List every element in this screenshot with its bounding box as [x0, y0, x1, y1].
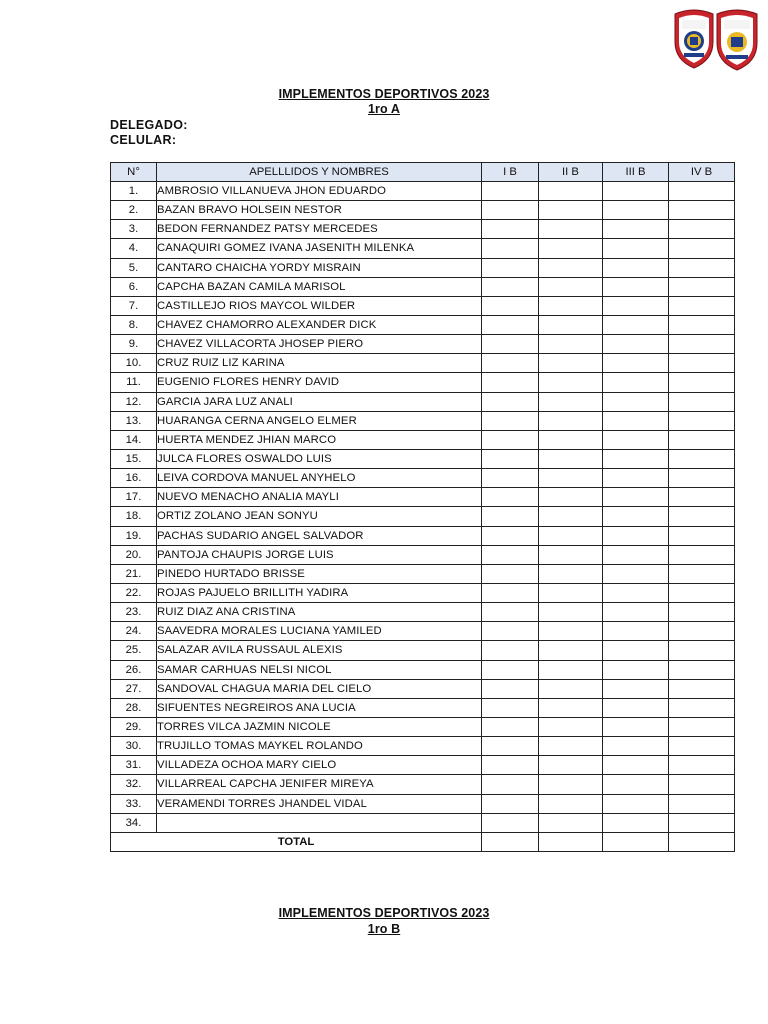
cell-iiib [603, 717, 669, 736]
row-number: 33. [111, 794, 157, 813]
row-number: 15. [111, 449, 157, 468]
table-row [111, 354, 735, 373]
cell-ivb [669, 679, 735, 698]
cell-ivb [669, 430, 735, 449]
cell-iib [539, 335, 603, 354]
table-row [111, 335, 735, 354]
student-name: VERAMENDI TORRES JHANDEL VIDAL [157, 794, 482, 813]
row-number: 8. [111, 315, 157, 334]
cell-iib [539, 737, 603, 756]
row-number: 16. [111, 469, 157, 488]
cell-ivb [669, 354, 735, 373]
cell-iib [539, 411, 603, 430]
cell-ivb [669, 717, 735, 736]
table-row [111, 564, 735, 583]
cell-ib [482, 296, 539, 315]
student-name: CANTARO CHAICHA YORDY MISRAIN [157, 258, 482, 277]
total-row [111, 832, 735, 851]
student-name: EUGENIO FLORES HENRY DAVID [157, 373, 482, 392]
cell-ivb [669, 622, 735, 641]
cell-iiib [603, 660, 669, 679]
cell-ib [482, 239, 539, 258]
table-row [111, 258, 735, 277]
cell-ivb [669, 603, 735, 622]
cell-iib [539, 698, 603, 717]
row-number: 31. [111, 756, 157, 775]
section-a-title: IMPLEMENTOS DEPORTIVOS 2023 [278, 87, 490, 101]
cell-ivb [669, 794, 735, 813]
cell-ivb [669, 813, 735, 832]
cell-iiib [603, 488, 669, 507]
cell-ivb [669, 469, 735, 488]
student-name: CHAVEZ VILLACORTA JHOSEP PIERO [157, 335, 482, 354]
total-cell-iib [539, 832, 603, 851]
cell-iib [539, 813, 603, 832]
cell-ib [482, 392, 539, 411]
cell-ib [482, 277, 539, 296]
col-header: II B [539, 163, 603, 182]
cell-iiib [603, 258, 669, 277]
cell-iib [539, 296, 603, 315]
table-row [111, 373, 735, 392]
cell-iib [539, 239, 603, 258]
cell-ib [482, 794, 539, 813]
table-row [111, 507, 735, 526]
table-header-row [111, 163, 735, 182]
student-name: SAAVEDRA MORALES LUCIANA YAMILED [157, 622, 482, 641]
cell-iiib [603, 296, 669, 315]
cell-iiib [603, 756, 669, 775]
section-a-class: 1ro A [368, 102, 400, 116]
row-number: 1. [111, 182, 157, 201]
cell-iib [539, 430, 603, 449]
cell-iiib [603, 469, 669, 488]
cell-iiib [603, 603, 669, 622]
total-cell-iiib [603, 832, 669, 851]
cell-ib [482, 622, 539, 641]
table-row [111, 488, 735, 507]
row-number: 7. [111, 296, 157, 315]
cell-ib [482, 660, 539, 679]
cell-ib [482, 641, 539, 660]
cell-ib [482, 603, 539, 622]
cell-ivb [669, 698, 735, 717]
student-name: HUERTA MENDEZ JHIAN MARCO [157, 430, 482, 449]
col-header: N° [111, 163, 157, 182]
cell-ivb [669, 756, 735, 775]
cell-ib [482, 507, 539, 526]
student-name: VILLADEZA OCHOA MARY CIELO [157, 756, 482, 775]
cell-ib [482, 354, 539, 373]
student-name: RUIZ DIAZ ANA CRISTINA [157, 603, 482, 622]
cell-ib [482, 430, 539, 449]
row-number: 2. [111, 201, 157, 220]
col-header: APELLLIDOS Y NOMBRES [157, 163, 482, 182]
cell-ib [482, 717, 539, 736]
cell-iiib [603, 813, 669, 832]
table-row [111, 239, 735, 258]
cell-iib [539, 373, 603, 392]
school-logos [670, 8, 762, 74]
cell-iiib [603, 354, 669, 373]
cell-ib [482, 564, 539, 583]
cell-ib [482, 698, 539, 717]
student-name: SALAZAR AVILA RUSSAUL ALEXIS [157, 641, 482, 660]
student-name: CANAQUIRI GOMEZ IVANA JASENITH MILENKA [157, 239, 482, 258]
student-name: BEDON FERNANDEZ PATSY MERCEDES [157, 220, 482, 239]
table-row [111, 737, 735, 756]
cell-ivb [669, 641, 735, 660]
cell-ivb [669, 182, 735, 201]
cell-iib [539, 545, 603, 564]
total-cell-ib [482, 832, 539, 851]
cell-iiib [603, 794, 669, 813]
cell-ivb [669, 296, 735, 315]
row-number: 9. [111, 335, 157, 354]
cell-ivb [669, 220, 735, 239]
cell-ib [482, 679, 539, 698]
cell-ivb [669, 315, 735, 334]
cell-ivb [669, 201, 735, 220]
cell-ivb [669, 526, 735, 545]
cell-ivb [669, 660, 735, 679]
row-number: 22. [111, 583, 157, 602]
cell-ivb [669, 737, 735, 756]
cell-iib [539, 392, 603, 411]
cell-ib [482, 315, 539, 334]
cell-iib [539, 354, 603, 373]
cell-iiib [603, 737, 669, 756]
cell-iib [539, 756, 603, 775]
cell-iiib [603, 641, 669, 660]
delegado-label: DELEGADO: [110, 118, 188, 132]
table-row [111, 698, 735, 717]
cell-ib [482, 526, 539, 545]
row-number: 11. [111, 373, 157, 392]
total-label: TOTAL [111, 832, 482, 851]
cell-iib [539, 507, 603, 526]
cell-iib [539, 564, 603, 583]
cell-iiib [603, 315, 669, 334]
cell-iiib [603, 545, 669, 564]
student-name: NUEVO MENACHO ANALIA MAYLI [157, 488, 482, 507]
table-row [111, 756, 735, 775]
cell-iib [539, 775, 603, 794]
cell-ib [482, 201, 539, 220]
cell-iiib [603, 526, 669, 545]
row-number: 32. [111, 775, 157, 794]
roster-table [110, 162, 735, 852]
cell-iiib [603, 335, 669, 354]
cell-iib [539, 449, 603, 468]
table-row [111, 411, 735, 430]
cell-iib [539, 622, 603, 641]
student-name: VILLARREAL CAPCHA JENIFER MIREYA [157, 775, 482, 794]
cell-iib [539, 717, 603, 736]
cell-iiib [603, 622, 669, 641]
student-name: ROJAS PAJUELO BRILLITH YADIRA [157, 583, 482, 602]
row-number: 34. [111, 813, 157, 832]
table-row [111, 201, 735, 220]
student-name: SIFUENTES NEGREIROS ANA LUCIA [157, 698, 482, 717]
student-name: ORTIZ ZOLANO JEAN SONYU [157, 507, 482, 526]
cell-iiib [603, 775, 669, 794]
cell-iiib [603, 698, 669, 717]
row-number: 19. [111, 526, 157, 545]
cell-ib [482, 335, 539, 354]
cell-iiib [603, 583, 669, 602]
cell-iiib [603, 220, 669, 239]
table-row [111, 603, 735, 622]
student-name: LEIVA CORDOVA MANUEL ANYHELO [157, 469, 482, 488]
student-name: CRUZ RUIZ LIZ KARINA [157, 354, 482, 373]
cell-ib [482, 756, 539, 775]
cell-ib [482, 373, 539, 392]
school-crest-icon [672, 8, 716, 70]
cell-ivb [669, 258, 735, 277]
cell-iib [539, 277, 603, 296]
col-header: I B [482, 163, 539, 182]
cell-iiib [603, 392, 669, 411]
cell-iiib [603, 564, 669, 583]
cell-iib [539, 488, 603, 507]
row-number: 27. [111, 679, 157, 698]
table-row [111, 220, 735, 239]
table-row [111, 813, 735, 832]
cell-iib [539, 258, 603, 277]
cell-ib [482, 182, 539, 201]
cell-ib [482, 449, 539, 468]
table-row [111, 641, 735, 660]
cell-iib [539, 794, 603, 813]
cell-iiib [603, 277, 669, 296]
table-row [111, 717, 735, 736]
section-b-class: 1ro B [367, 922, 401, 936]
table-row [111, 622, 735, 641]
cell-iib [539, 660, 603, 679]
row-number: 13. [111, 411, 157, 430]
student-name: TRUJILLO TOMAS MAYKEL ROLANDO [157, 737, 482, 756]
cell-iiib [603, 201, 669, 220]
row-number: 21. [111, 564, 157, 583]
table-row [111, 469, 735, 488]
table-row [111, 315, 735, 334]
cell-ivb [669, 239, 735, 258]
row-number: 20. [111, 545, 157, 564]
cell-iiib [603, 507, 669, 526]
student-name: CASTILLEJO RIOS MAYCOL WILDER [157, 296, 482, 315]
row-number: 4. [111, 239, 157, 258]
cell-iib [539, 220, 603, 239]
celular-label: CELULAR: [110, 133, 177, 147]
cell-ib [482, 813, 539, 832]
row-number: 12. [111, 392, 157, 411]
student-name: CHAVEZ CHAMORRO ALEXANDER DICK [157, 315, 482, 334]
student-name: JULCA FLORES OSWALDO LUIS [157, 449, 482, 468]
cell-ivb [669, 545, 735, 564]
table-row [111, 583, 735, 602]
table-row [111, 277, 735, 296]
row-number: 14. [111, 430, 157, 449]
cell-ib [482, 737, 539, 756]
cell-ivb [669, 564, 735, 583]
student-name: PACHAS SUDARIO ANGEL SALVADOR [157, 526, 482, 545]
cell-iib [539, 201, 603, 220]
student-name [157, 813, 482, 832]
table-row [111, 794, 735, 813]
cell-iiib [603, 411, 669, 430]
row-number: 28. [111, 698, 157, 717]
cell-iib [539, 182, 603, 201]
cell-iiib [603, 239, 669, 258]
cell-ivb [669, 488, 735, 507]
row-number: 23. [111, 603, 157, 622]
student-name: BAZAN BRAVO HOLSEIN NESTOR [157, 201, 482, 220]
cell-ivb [669, 277, 735, 296]
table-row [111, 660, 735, 679]
cell-ivb [669, 449, 735, 468]
table-row [111, 775, 735, 794]
cell-ivb [669, 507, 735, 526]
table-row [111, 430, 735, 449]
cell-ivb [669, 775, 735, 794]
cell-iib [539, 469, 603, 488]
cell-ib [482, 411, 539, 430]
table-row [111, 449, 735, 468]
col-header: IV B [669, 163, 735, 182]
cell-ib [482, 583, 539, 602]
cell-iib [539, 583, 603, 602]
row-number: 25. [111, 641, 157, 660]
student-name: SANDOVAL CHAGUA MARIA DEL CIELO [157, 679, 482, 698]
table-row [111, 526, 735, 545]
cell-iib [539, 679, 603, 698]
cell-ivb [669, 583, 735, 602]
student-name: PINEDO HURTADO BRISSE [157, 564, 482, 583]
cell-ib [482, 545, 539, 564]
student-name: TORRES VILCA JAZMIN NICOLE [157, 717, 482, 736]
table-row [111, 679, 735, 698]
cell-ib [482, 220, 539, 239]
row-number: 30. [111, 737, 157, 756]
cell-iiib [603, 430, 669, 449]
school-crest-icon [714, 8, 760, 72]
cell-iiib [603, 373, 669, 392]
cell-iiib [603, 679, 669, 698]
cell-ivb [669, 392, 735, 411]
section-b-title: IMPLEMENTOS DEPORTIVOS 2023 [278, 906, 490, 920]
cell-iiib [603, 182, 669, 201]
table-row [111, 392, 735, 411]
row-number: 3. [111, 220, 157, 239]
row-number: 17. [111, 488, 157, 507]
cell-ib [482, 488, 539, 507]
student-name: GARCIA JARA LUZ ANALI [157, 392, 482, 411]
cell-ivb [669, 411, 735, 430]
row-number: 18. [111, 507, 157, 526]
row-number: 5. [111, 258, 157, 277]
row-number: 26. [111, 660, 157, 679]
col-header: III B [603, 163, 669, 182]
cell-iib [539, 526, 603, 545]
row-number: 6. [111, 277, 157, 296]
cell-ib [482, 775, 539, 794]
total-cell-ivb [669, 832, 735, 851]
row-number: 24. [111, 622, 157, 641]
row-number: 10. [111, 354, 157, 373]
table-row [111, 545, 735, 564]
student-name: AMBROSIO VILLANUEVA JHON EDUARDO [157, 182, 482, 201]
student-name: HUARANGA CERNA ANGELO ELMER [157, 411, 482, 430]
roster-body [111, 182, 735, 833]
table-row [111, 296, 735, 315]
cell-iib [539, 603, 603, 622]
cell-iib [539, 641, 603, 660]
student-name: SAMAR CARHUAS NELSI NICOL [157, 660, 482, 679]
cell-ivb [669, 373, 735, 392]
cell-ib [482, 258, 539, 277]
student-name: CAPCHA BAZAN CAMILA MARISOL [157, 277, 482, 296]
table-row [111, 182, 735, 201]
cell-ib [482, 469, 539, 488]
row-number: 29. [111, 717, 157, 736]
student-name: PANTOJA CHAUPIS JORGE LUIS [157, 545, 482, 564]
cell-iiib [603, 449, 669, 468]
cell-ivb [669, 335, 735, 354]
cell-iib [539, 315, 603, 334]
